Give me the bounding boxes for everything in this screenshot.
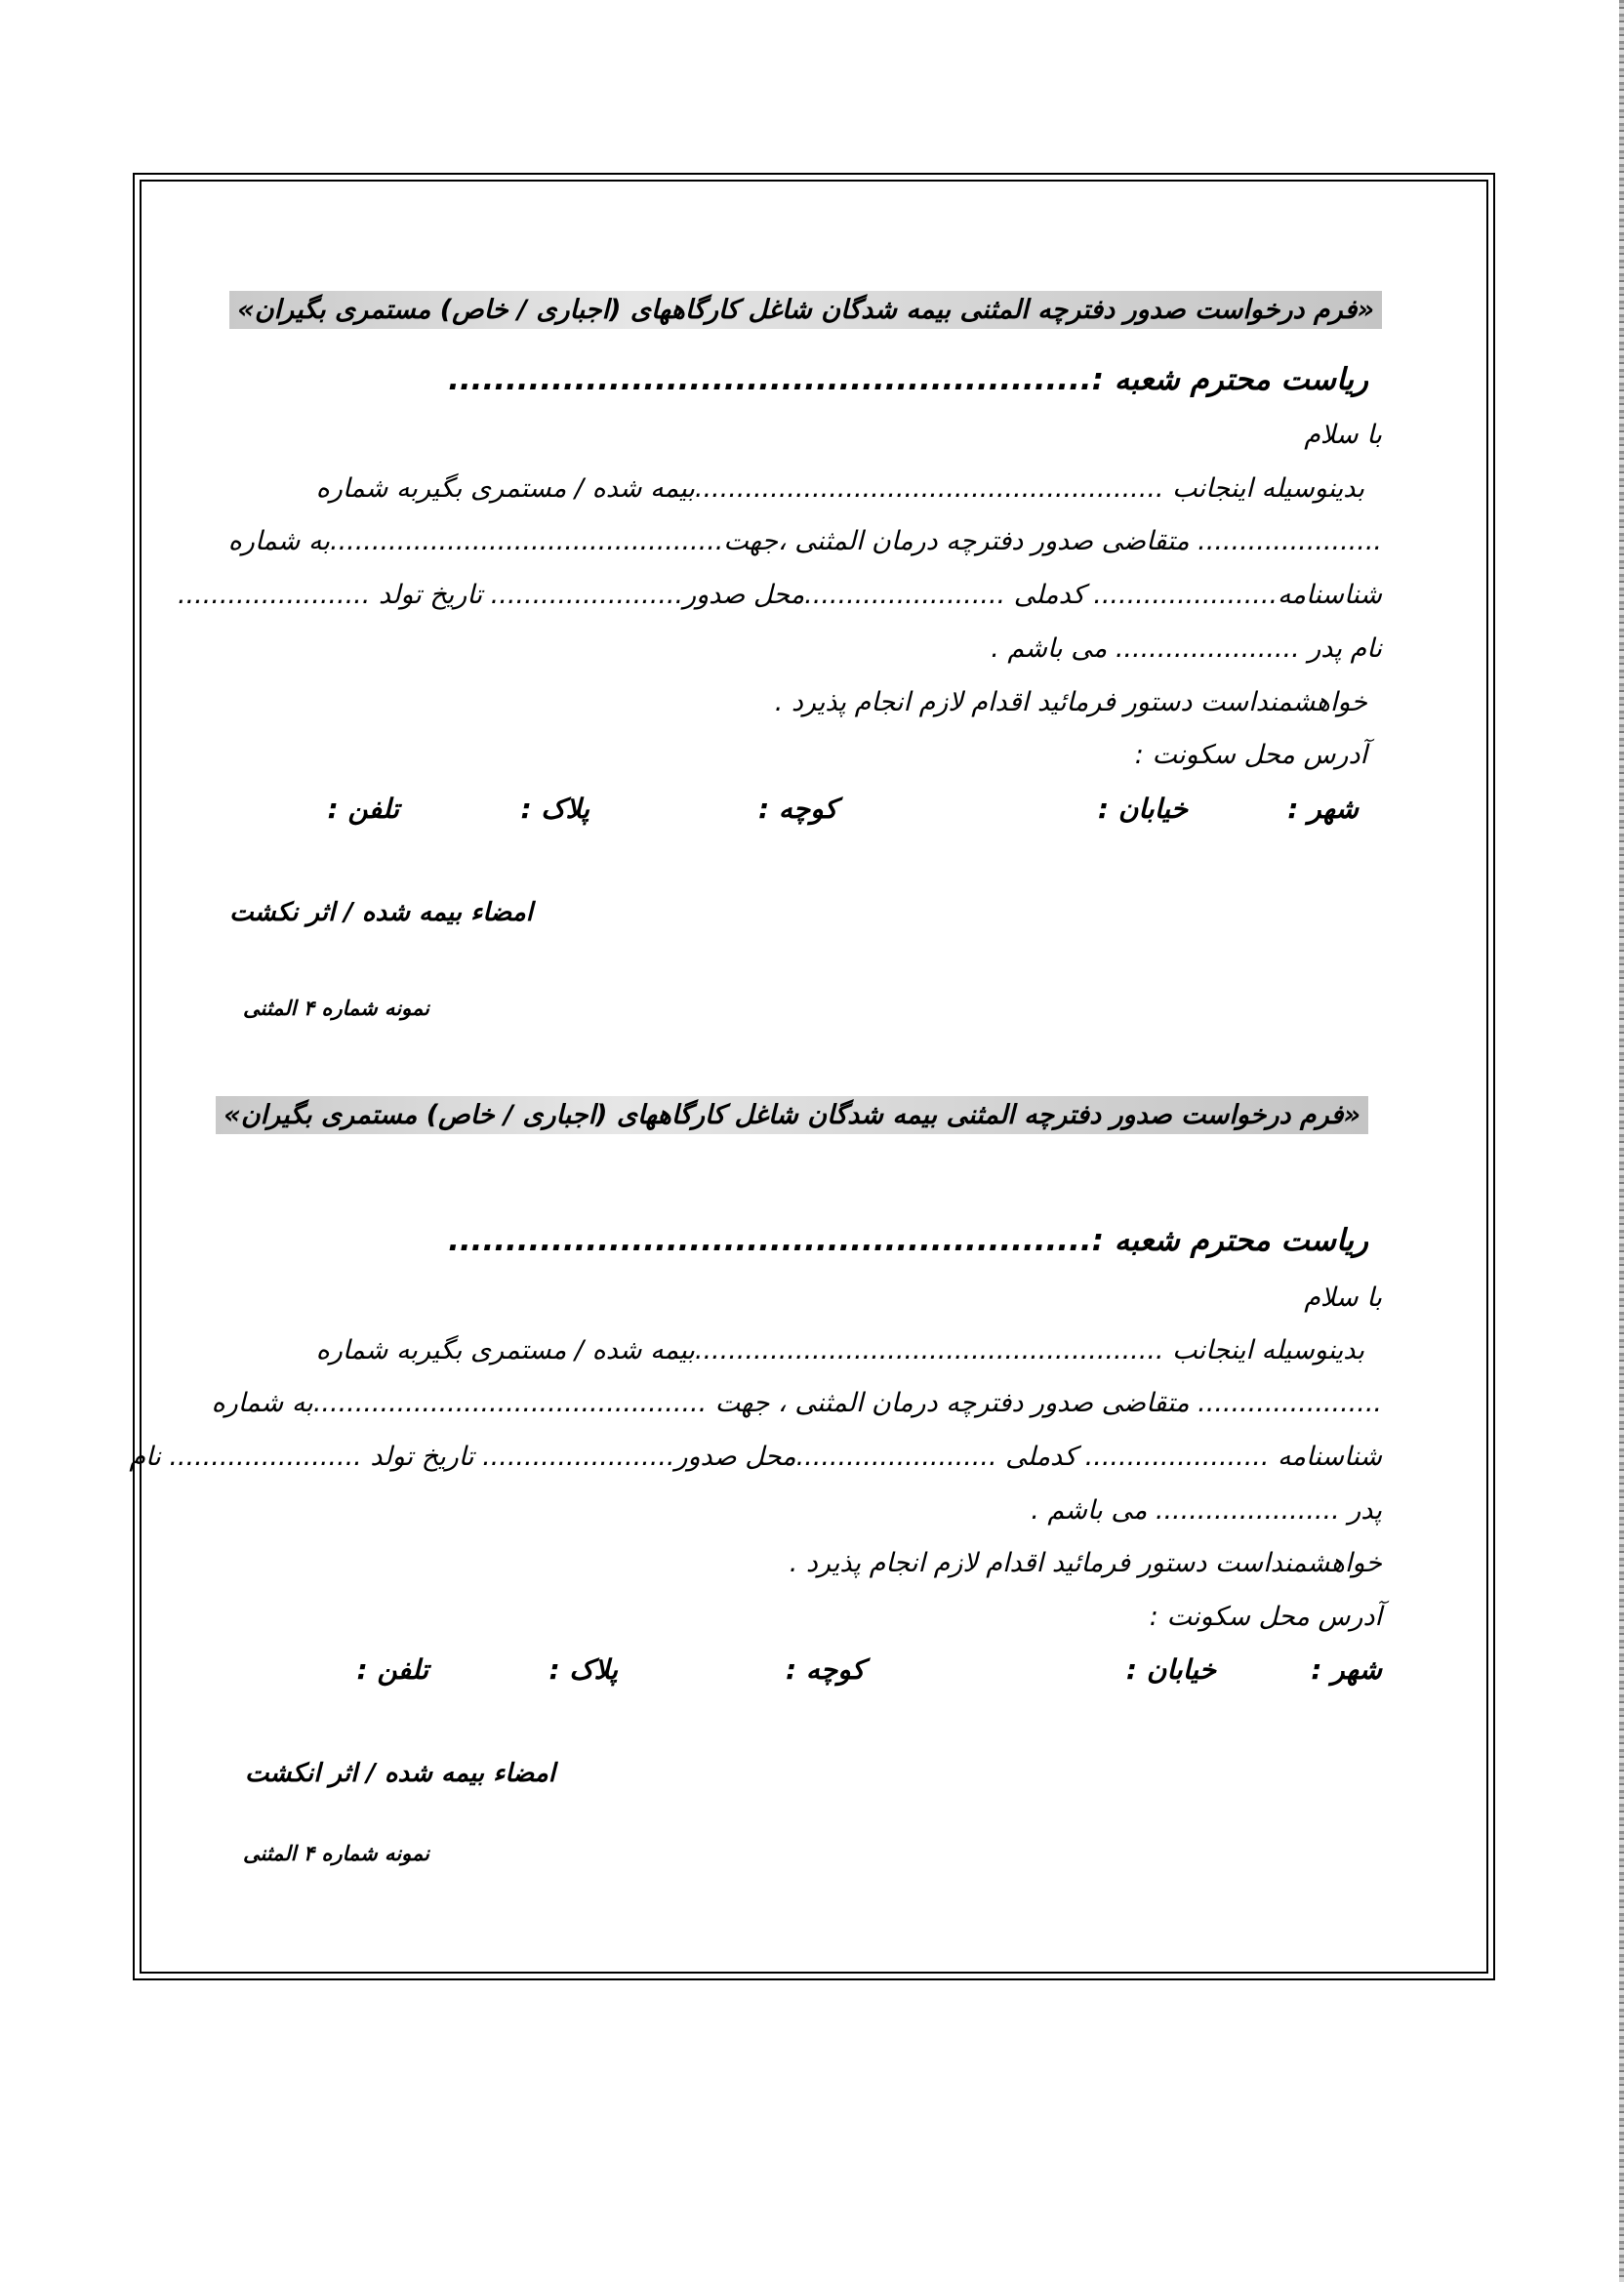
form2-line2: ...................... متقاضی صدور دفترچه درمان المثنی ، جهت ...............................................به شماره	[211, 1388, 1382, 1418]
form2-line3: شناسنامه ...................... کدملی ........................محل صدور....................... تاریخ تولد ....................... نام	[129, 1442, 1382, 1472]
form1-line3: شناسنامه...................... کدملی ........................محل صدور....................... تاریخ تولد .......................	[177, 580, 1382, 610]
form1-greeting: با سلام	[1304, 420, 1382, 450]
form2-address-label: آدرس محل سکونت :	[1149, 1602, 1382, 1632]
page-frame-inner	[140, 180, 1488, 1974]
form2-city-label: شهر :	[1311, 1653, 1382, 1686]
form2-phone-label: تلفن :	[356, 1653, 428, 1686]
form2-line1: بدینوسیله اینجانب ........................................................بیمه شده / مستمری بگیربه شماره	[315, 1335, 1364, 1365]
form2-alley-label: کوچه :	[785, 1653, 865, 1686]
form1-plaque-label: پلاک :	[520, 793, 589, 825]
form2-request: خواهشمنداست دستور فرمائید اقدام لازم انجام پذیرد .	[789, 1548, 1382, 1578]
form1-city-label: شهر :	[1287, 793, 1359, 825]
form1-phone-label: تلفن :	[327, 793, 399, 825]
form2-addressee: ریاست محترم شعبه :........................................................	[448, 1223, 1368, 1258]
form1-line1: بدینوسیله اینجانب ........................................................بیمه شده / مستمری بگیربه شماره	[315, 473, 1364, 504]
form2-plaque-label: پلاک :	[548, 1653, 618, 1686]
form1-line4: نام پدر ...................... می باشم .	[991, 633, 1382, 664]
form2-title: «فرم درخواست صدور دفترچه المثنی بیمه شدگان شاغل کارگاههای (اجباری / خاص) مستمری بگیران»	[216, 1096, 1368, 1134]
form1-address-label: آدرس محل سکونت :	[1134, 740, 1367, 770]
form1-signature-label: امضاء بیمه شده / اثر نکشت	[229, 898, 533, 927]
form1-title: «فرم درخواست صدور دفترچه المثنی بیمه شدگان شاغل کارگاههای (اجباری / خاص) مستمری بگیران»	[229, 291, 1382, 329]
form2-form-number: نمونه شماره ۴ المثنی	[243, 1842, 429, 1865]
form1-street-label: خیابان :	[1097, 793, 1188, 825]
form1-addressee: ریاست محترم شعبه :........................................................	[448, 362, 1368, 397]
form1-request: خواهشمنداست دستور فرمائید اقدام لازم انجام پذیرد .	[774, 687, 1367, 717]
form2-street-label: خیابان :	[1125, 1653, 1216, 1686]
form1-form-number: نمونه شماره ۴ المثنی	[243, 997, 429, 1020]
form1-line2: ...................... متقاضی صدور دفترچه درمان المثنی ،جهت...............................................به شماره	[227, 526, 1382, 556]
form2-line4: پدر ...................... می باشم .	[1031, 1495, 1382, 1526]
form1-alley-label: کوچه :	[757, 793, 837, 825]
form2-signature-label: امضاء بیمه شده / اثر انکشت	[244, 1759, 555, 1788]
form2-greeting: با سلام	[1304, 1283, 1382, 1313]
scan-edge-artifact	[1619, 0, 1624, 2282]
